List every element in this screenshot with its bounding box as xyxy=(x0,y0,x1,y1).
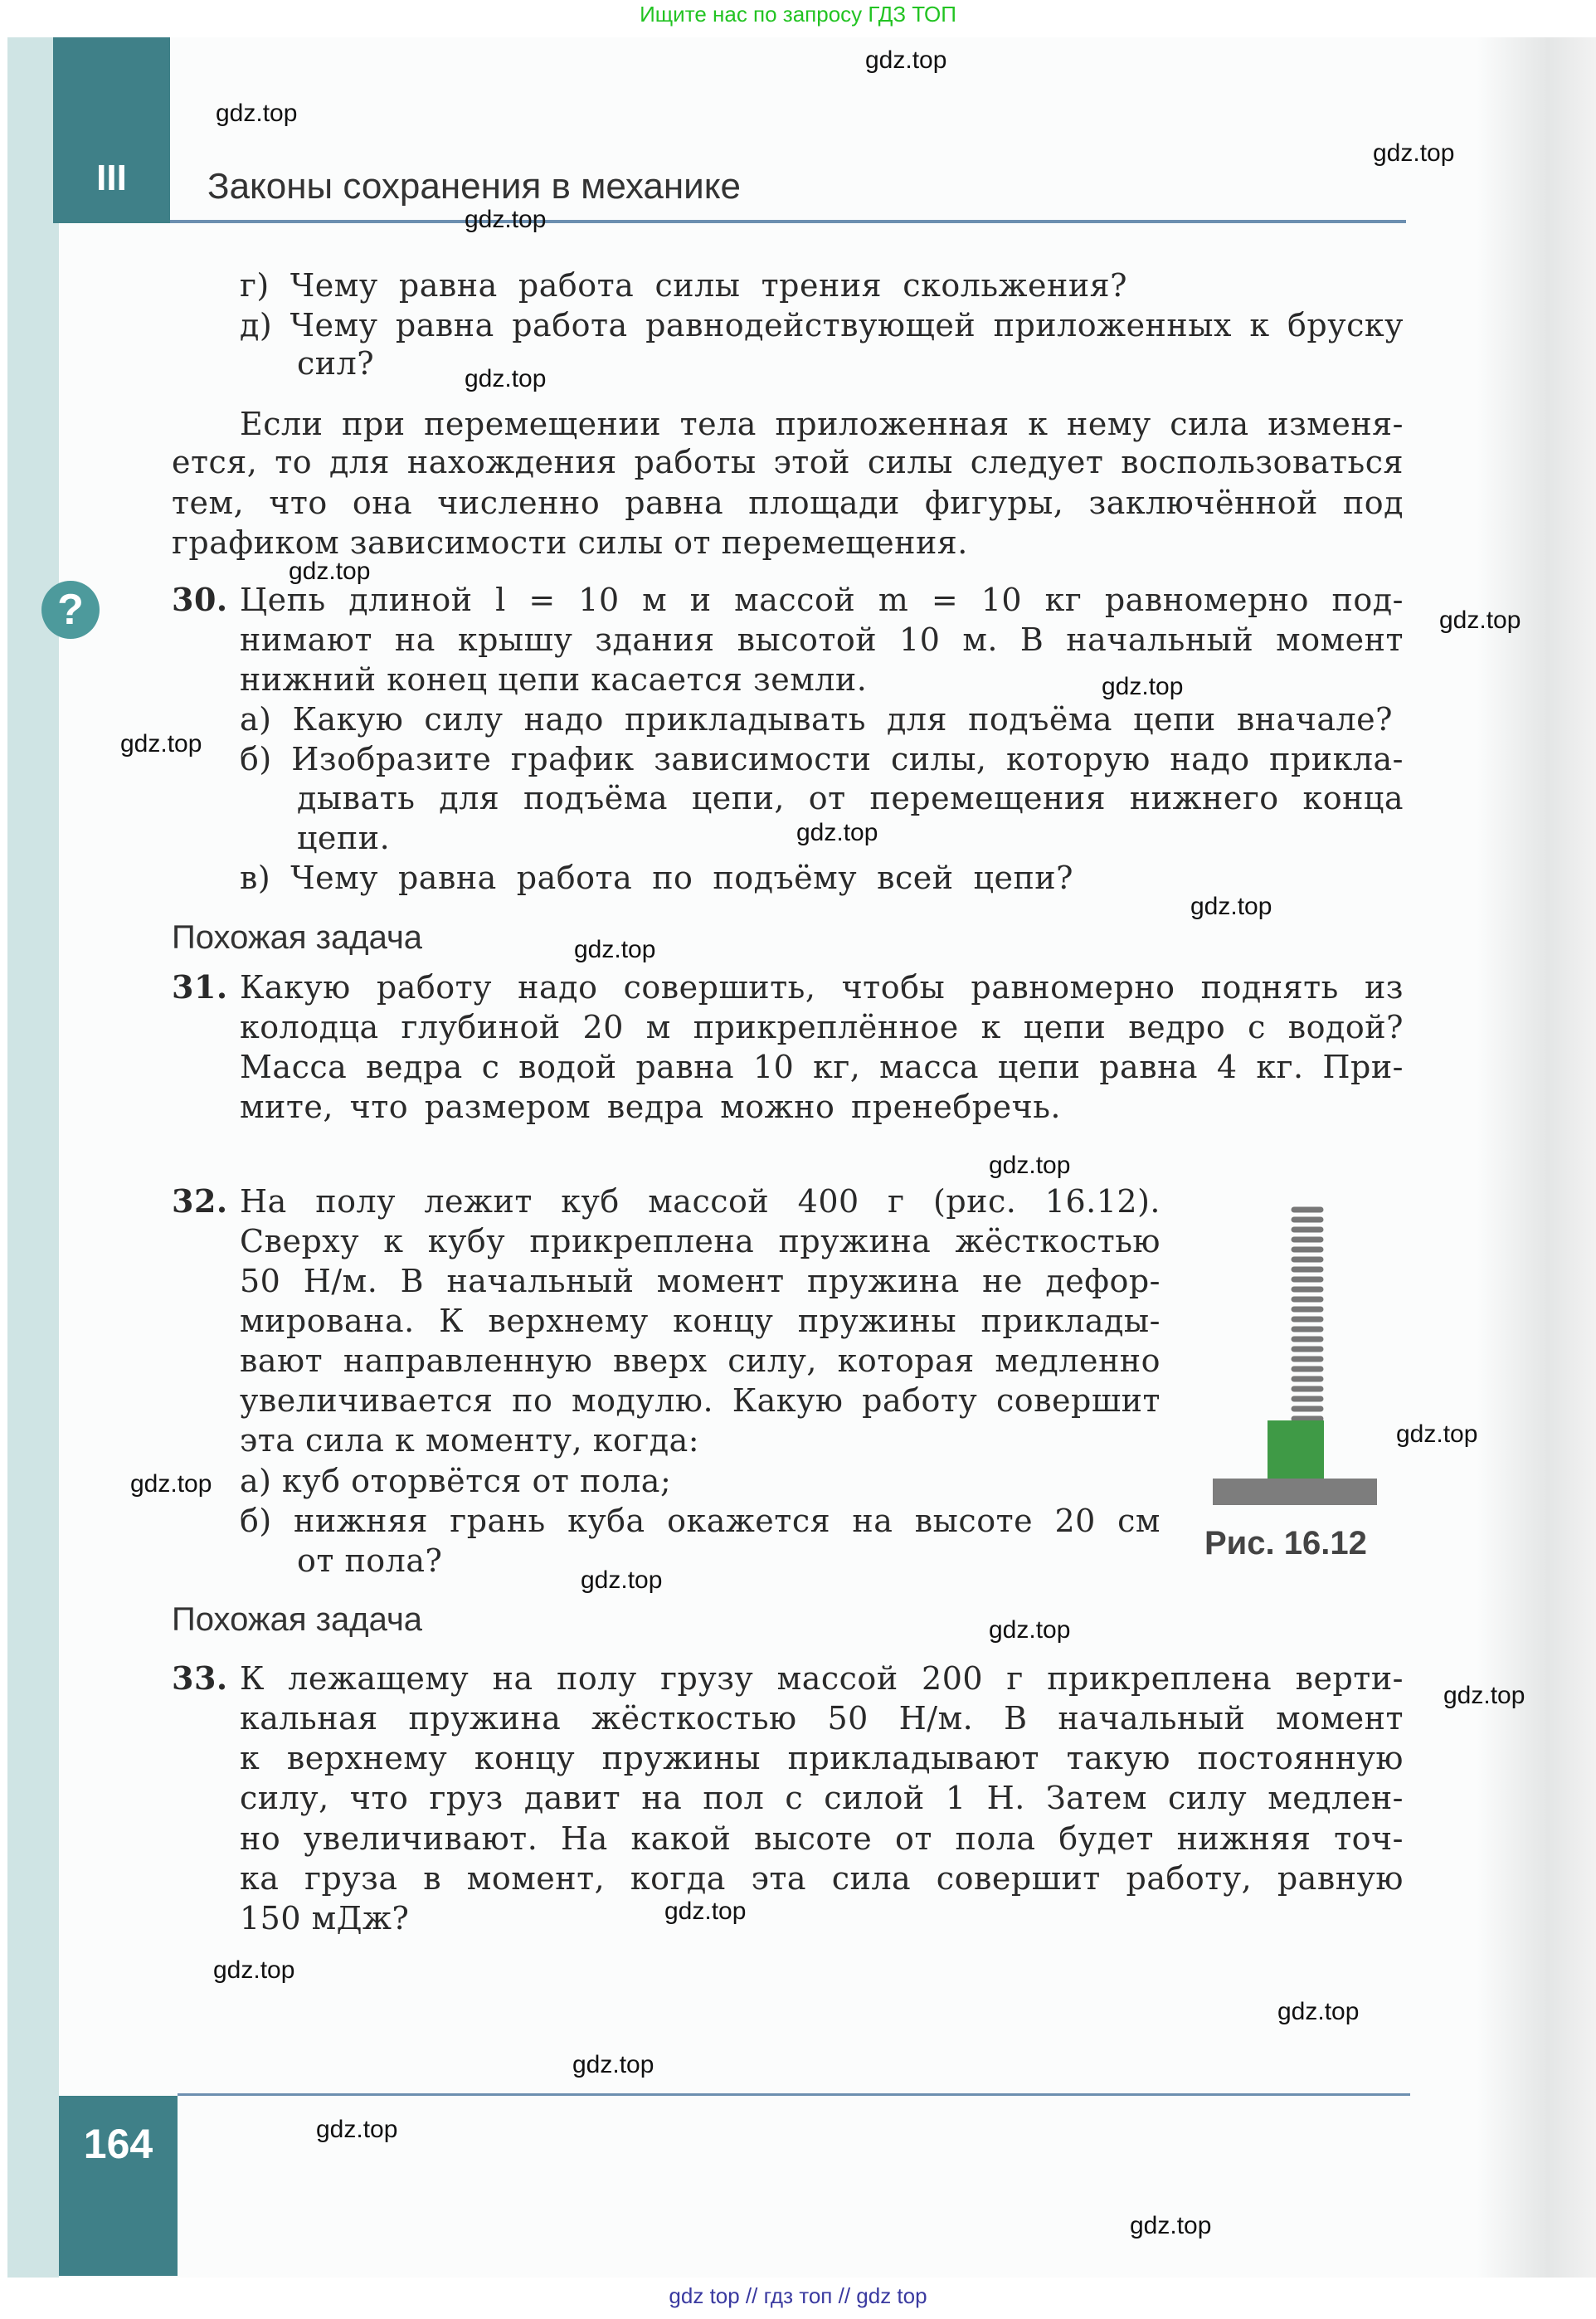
text-line: увеличивается по модулю. Какую работу совершит xyxy=(240,1382,1161,1419)
chapter-title: Законы сохранения в механике xyxy=(207,166,741,207)
watermark: gdz.top xyxy=(989,1616,1071,1644)
text-line: г) Чему равна работа силы трения скольжения? xyxy=(240,267,1127,304)
watermark: gdz.top xyxy=(316,2116,398,2143)
text-line: На полу лежит куб массой 400 г (рис. 16.12). xyxy=(240,1183,1161,1220)
problem-number: 33. xyxy=(172,1659,228,1697)
text-line: нимают на крышу здания высотой 10 м. В начальный момент xyxy=(240,621,1404,658)
watermark: gdz.top xyxy=(572,2051,654,2078)
header-divider xyxy=(170,220,1406,223)
text-line: цепи. xyxy=(297,820,391,856)
page-number: 164 xyxy=(83,2121,153,2167)
text-line: Масса ведра с водой равна 10 кг, масса цепи равна 4 кг. При- xyxy=(240,1049,1404,1085)
text-line: 150 мДж? xyxy=(240,1900,410,1937)
text-line: дывать для подъёма цепи, от перемещения нижнего конца xyxy=(297,780,1404,816)
text-line: от пола? xyxy=(297,1542,443,1579)
similar-task-label: Похожая задача xyxy=(172,1601,423,1638)
cube xyxy=(1268,1420,1324,1480)
watermark: gdz.top xyxy=(1102,673,1184,700)
text-line: Если при перемещении тела приложенная к нему сила изменя- xyxy=(240,406,1404,442)
bottom-banner[interactable]: gdz top // гдз топ // gdz top xyxy=(669,2283,927,2308)
text-line: Цепь длиной l = 10 м и массой m = 10 кг равномерно под- xyxy=(240,582,1404,618)
watermark: gdz.top xyxy=(581,1566,663,1594)
watermark: gdz.top xyxy=(1190,893,1272,920)
text-line: но увеличивают. На какой высоте от пола будет нижняя точ- xyxy=(240,1820,1404,1857)
text-line: К лежащему на полу грузу массой 200 г прикреплена верти- xyxy=(240,1660,1404,1697)
text-line: а) Какую силу надо прикладывать для подъёма цепи вначале? xyxy=(240,701,1393,738)
text-line: к верхнему концу пружины прикладывают такую постоянную xyxy=(240,1740,1404,1776)
watermark: gdz.top xyxy=(465,206,547,233)
text-line: в) Чему равна работа по подъёму всей цепи? xyxy=(240,860,1073,896)
watermark: gdz.top xyxy=(465,365,547,392)
text-line: графиком зависимости силы от перемещения. xyxy=(172,524,968,561)
margin-strip xyxy=(7,37,59,2278)
text-line: б) нижняя грань куба окажется на высоте 20 см xyxy=(240,1503,1161,1539)
watermark: gdz.top xyxy=(1396,1420,1478,1448)
watermark: gdz.top xyxy=(1277,1998,1360,2025)
watermark: gdz.top xyxy=(213,1956,295,1984)
watermark: gdz.top xyxy=(796,819,878,846)
watermark: gdz.top xyxy=(130,1470,212,1498)
problem-number: 32. xyxy=(172,1182,228,1220)
text-line: 50 Н/м. В начальный момент пружина не дефор- xyxy=(240,1263,1161,1299)
watermark: gdz.top xyxy=(574,936,656,963)
text-line: колодца глубиной 20 м прикреплённое к цепи ведро с водой? xyxy=(240,1009,1404,1045)
watermark: gdz.top xyxy=(1439,607,1521,634)
watermark: gdz.top xyxy=(989,1152,1071,1179)
text-line: мирована. К верхнему концу пружины приклады- xyxy=(240,1303,1161,1339)
floor xyxy=(1213,1479,1377,1505)
text-line: б) Изобразите график зависимости силы, которую надо прикла- xyxy=(240,741,1404,777)
text-line: Какую работу надо совершить, чтобы равномерно поднять из xyxy=(240,969,1404,1006)
figure-spring-cube xyxy=(1211,1195,1385,1510)
top-banner[interactable]: Ищите нас по запросу ГДЗ ТОП xyxy=(640,2,956,27)
text-line: кальная пружина жёсткостью 50 Н/м. В начальный момент xyxy=(240,1700,1404,1737)
watermark: gdz.top xyxy=(216,100,298,127)
text-line: сил? xyxy=(297,345,375,382)
problem-number: 31. xyxy=(172,968,228,1006)
text-line: Сверху к кубу прикреплена пружина жёсткостью xyxy=(240,1223,1161,1259)
footer-divider xyxy=(178,2093,1410,2096)
watermark: gdz.top xyxy=(1373,139,1455,167)
watermark: gdz.top xyxy=(664,1898,747,1925)
page-spine-shadow xyxy=(1477,37,1596,2278)
section-number: III xyxy=(96,158,127,198)
text-line: силу, что груз давит на пол с силой 1 Н. Затем силу медлен- xyxy=(240,1780,1404,1816)
book-page xyxy=(7,37,1525,2278)
text-line: эта сила к моменту, когда: xyxy=(240,1422,700,1459)
text-line: д) Чему равна работа равнодействующей приложенных к бруску xyxy=(240,307,1404,343)
problem-number: 30. xyxy=(172,581,228,618)
watermark: gdz.top xyxy=(289,558,371,585)
question-icon: ? xyxy=(41,581,100,639)
figure-caption: Рис. 16.12 xyxy=(1204,1525,1367,1561)
spring-icon xyxy=(1294,1210,1321,1439)
text-line: мите, что размером ведра можно пренебречь. xyxy=(240,1089,1061,1125)
text-line: вают направленную вверх силу, которая медленно xyxy=(240,1342,1161,1379)
text-line: а) куб оторвётся от пола; xyxy=(240,1463,672,1499)
watermark: gdz.top xyxy=(1443,1682,1525,1709)
text-line: ется, то для нахождения работы этой силы следует воспользоваться xyxy=(172,444,1404,480)
text-line: нижний конец цепи касается земли. xyxy=(240,661,868,698)
similar-task-label: Похожая задача xyxy=(172,919,423,956)
text-line: тем, что она численно равна площади фигуры, заключённой под xyxy=(172,485,1404,521)
watermark: gdz.top xyxy=(1130,2212,1212,2239)
watermark: gdz.top xyxy=(865,46,947,74)
watermark: gdz.top xyxy=(120,730,202,758)
text-line: ка груза в момент, когда эта сила совершит работу, равную xyxy=(240,1860,1404,1897)
